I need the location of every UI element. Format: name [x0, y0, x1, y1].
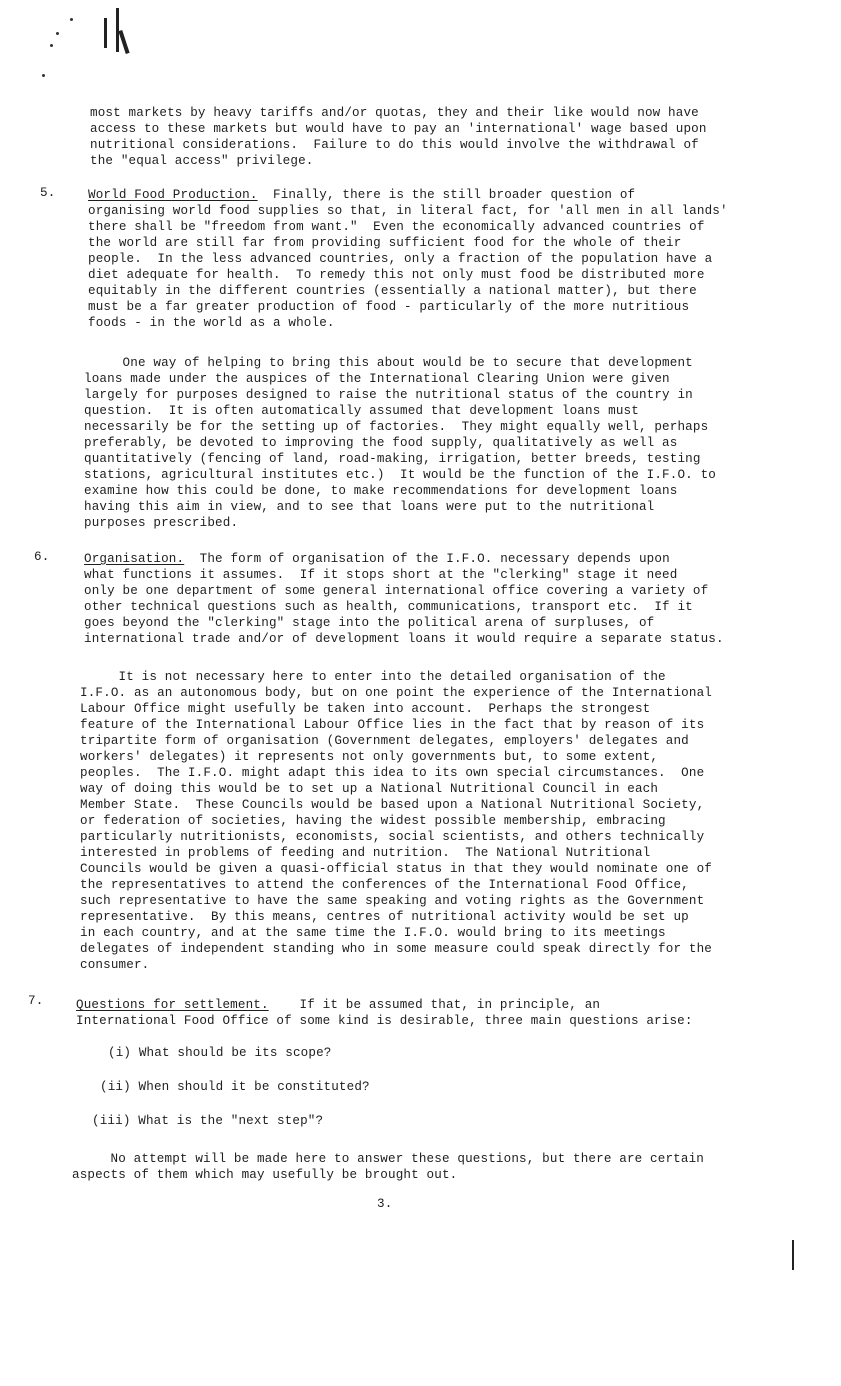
- section-heading: Questions for settlement.: [76, 998, 269, 1012]
- paragraph-line: feature of the International Labour Office lies in the fact that by reason of its: [80, 718, 705, 732]
- section-heading: World Food Production.: [88, 188, 258, 202]
- paragraph-line: Member State. These Councils would be based upon a National Nutritional Society,: [80, 798, 705, 812]
- paragraph-line: necessarily be for the setting up of factories. They might equally well, perhaps: [84, 420, 709, 434]
- heading-line-text: Finally, there is the still broader question of: [257, 188, 636, 202]
- paragraph-line: nutritional considerations. Failure to do this would involve the withdrawal of: [90, 138, 699, 152]
- paragraph-line: International Food Office of some kind is desirable, three main questions arise:: [76, 1014, 693, 1028]
- scan-dot: [70, 18, 73, 21]
- section-number: 5.: [40, 186, 56, 200]
- scan-dot: [42, 74, 45, 77]
- paragraph-line: foods - in the world as a whole.: [88, 316, 335, 330]
- paragraph-line: I.F.O. as an autonomous body, but on one point the experience of the International: [80, 686, 713, 700]
- paragraph-line: preferably, be devoted to improving the food supply, qualitatively as well as: [84, 436, 678, 450]
- paragraph-line: the "equal access" privilege.: [90, 154, 314, 168]
- paragraph-line: goes beyond the "clerking" stage into the political arena of surpluses, of: [84, 616, 655, 630]
- paragraph-line: particularly nutritionists, economists, social scientists, and others technically: [80, 830, 705, 844]
- paragraph-line: diet adequate for health. To remedy this not only must food be distributed more: [88, 268, 705, 282]
- paragraph-line: loans made under the auspices of the International Clearing Union were given: [84, 372, 670, 386]
- page-number: 3.: [377, 1197, 393, 1211]
- paragraph-line: Labour Office might usefully be taken into account. Perhaps the strongest: [80, 702, 651, 716]
- section-heading-line: [76, 998, 600, 1013]
- section-heading-line: [84, 552, 670, 567]
- paragraph-line: way of doing this would be to set up a National Nutritional Council in each: [80, 782, 659, 796]
- paragraph-line: One way of helping to bring this about would be to secure that development: [84, 356, 693, 370]
- paragraph-line: in each country, and at the same time the I.F.O. would bring to its meetings: [80, 926, 666, 940]
- scan-mark: [118, 30, 129, 54]
- paragraph-line: other technical questions such as health, communications, transport etc. If it: [84, 600, 693, 614]
- scan-mark: [792, 1240, 794, 1270]
- paragraph-line: workers' delegates) it represents not only governments but, to some extent,: [80, 750, 659, 764]
- paragraph-line: what functions it assumes. If it stops short at the "clerking" stage it need: [84, 568, 678, 582]
- paragraph-line: aspects of them which may usefully be brought out.: [72, 1168, 458, 1182]
- paragraph-line: access to these markets but would have to pay an 'international' wage based upon: [90, 122, 707, 136]
- paragraph-line: Councils would be given a quasi-official status in that they would nominate one of: [80, 862, 713, 876]
- question-item: (i) What should be its scope?: [108, 1046, 332, 1060]
- paragraph-line: must be a far greater production of food - particularly of the more nutritious: [88, 300, 690, 314]
- paragraph-line: interested in problems of feeding and nutrition. The National Nutritional: [80, 846, 651, 860]
- paragraph-line: consumer.: [80, 958, 150, 972]
- section-heading-line: [88, 188, 635, 203]
- paragraph-line: representative. By this means, centres of nutritional activity would be set up: [80, 910, 689, 924]
- paragraph-line: only be one department of some general international office covering a variety of: [84, 584, 709, 598]
- paragraph-line: having this aim in view, and to see that loans were put to the nutritional: [84, 500, 655, 514]
- scan-dot: [56, 32, 59, 35]
- paragraph-line: the world are still far from providing sufficient food for the whole of their: [88, 236, 682, 250]
- paragraph-line: question. It is often automatically assumed that development loans must: [84, 404, 639, 418]
- paragraph-line: examine how this could be done, to make recommendations for development loans: [84, 484, 678, 498]
- section-number: 6.: [34, 550, 50, 564]
- paragraph-line: international trade and/or of development loans it would require a separate status.: [84, 632, 724, 646]
- paragraph-line: or federation of societies, having the widest possible membership, embracing: [80, 814, 666, 828]
- heading-line-text: The form of organisation of the I.F.O. necessary depends upon: [184, 552, 670, 566]
- paragraph-line: organising world food supplies so that, in literal fact, for 'all men in all lands': [88, 204, 728, 218]
- paragraph-line: largely for purposes designed to raise the nutritional status of the country in: [84, 388, 693, 402]
- paragraph-line: It is not necessary here to enter into the detailed organisation of the: [80, 670, 666, 684]
- paragraph-line: delegates of independent standing who in some measure could speak directly for the: [80, 942, 713, 956]
- paragraph-line: quantitatively (fencing of land, road-making, irrigation, better breeds, testing: [84, 452, 701, 466]
- paragraph-line: equitably in the different countries (essentially a national matter), but there: [88, 284, 697, 298]
- section-heading: Organisation.: [84, 552, 185, 566]
- paragraph-line: most markets by heavy tariffs and/or quotas, they and their like would now have: [90, 106, 699, 120]
- paragraph-line: the representatives to attend the conferences of the International Food Office,: [80, 878, 689, 892]
- question-item: (ii) When should it be constituted?: [100, 1080, 370, 1094]
- paragraph-line: people. In the less advanced countries, only a fraction of the population have a: [88, 252, 713, 266]
- paragraph-line: stations, agricultural institutes etc.) It would be the function of the I.F.O. to: [84, 468, 717, 482]
- scan-dot: [50, 44, 53, 47]
- heading-line-text: If it be assumed that, in principle, an: [268, 998, 601, 1012]
- section-number: 7.: [28, 994, 44, 1008]
- paragraph-line: purposes prescribed.: [84, 516, 239, 530]
- paragraph-line: peoples. The I.F.O. might adapt this idea to its own special circumstances. One: [80, 766, 705, 780]
- paragraph-line: there shall be "freedom from want." Even the economically advanced countries of: [88, 220, 705, 234]
- paragraph-line: such representative to have the same speaking and voting rights as the Government: [80, 894, 705, 908]
- scan-mark: [104, 18, 107, 48]
- paragraph-line: tripartite form of organisation (Government delegates, employers' delegates and: [80, 734, 689, 748]
- paragraph-line: No attempt will be made here to answer these questions, but there are certain: [72, 1152, 705, 1166]
- question-item: (iii) What is the "next step"?: [92, 1114, 324, 1128]
